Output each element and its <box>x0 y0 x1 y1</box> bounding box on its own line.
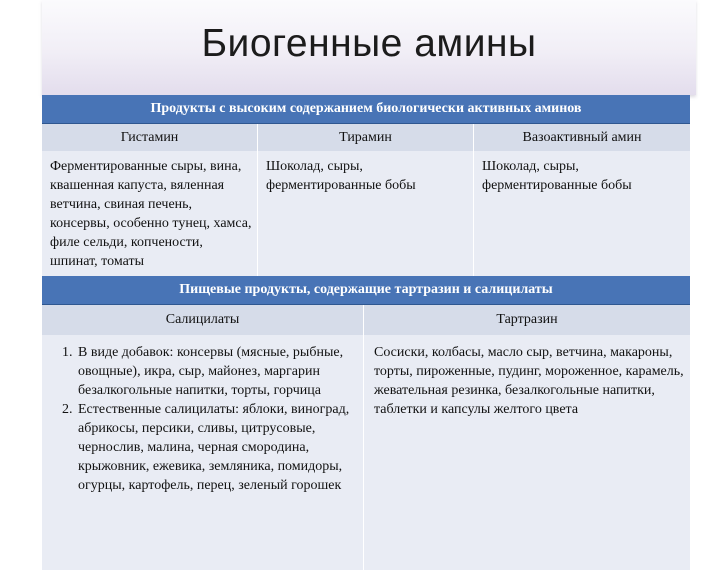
column-vasoactive-amine: Вазоактивный амин <box>522 130 642 145</box>
column-histamine: Гистамин <box>42 124 258 151</box>
tartrazine-table-columns <box>42 305 690 335</box>
column-salicylates: Салицилаты <box>42 305 364 335</box>
amines-table-row <box>42 151 690 277</box>
column-tartrazine: Тартразин <box>496 312 558 327</box>
cell-tyramine-foods: Шоколад, сыры, ферментированные бобы <box>258 151 474 277</box>
list-item: 1. В виде добавок: консервы (мясные, рыбные, овощные), икра, сыр, майонез, маргарин безалкогольные напитки, торты, горчица <box>76 343 359 400</box>
cell-tartrazine: Сосиски, колбасы, масло сыр, ветчина, макароны, торты, пироженные, пудинг, мороженное, карамель, жевательная резинка, безалкогольные напитки, таблетки и капсулы желтого цвета <box>374 345 684 417</box>
amines-table <box>42 95 690 277</box>
tartrazine-table-header: Пищевые продукты, содержащие тартразин и салицилаты <box>42 276 690 305</box>
cell-salicylates <box>42 335 364 570</box>
tartrazine-salicylates-table <box>42 276 690 570</box>
list-item: 2. Естественные салицилаты: яблоки, виноград, абрикосы, персики, сливы, цитрусовые, чернослив, малина, черная смородина, крыжовник, ежевика, земляника, помидоры, огурцы, картофель, перец, зеленый горошек <box>76 400 359 495</box>
column-tyramine: Тирамин <box>258 124 474 151</box>
salicylates-list <box>50 343 359 495</box>
tartrazine-table-row <box>42 335 690 570</box>
cell-vasoactive-foods: Шоколад, сыры, ферментированные бобы <box>482 159 632 193</box>
amines-table-header: Продукты с высоким содержанием биологически активных аминов <box>42 95 690 124</box>
slide-title: Биогенные амины <box>201 22 537 65</box>
amines-table-columns <box>42 124 690 151</box>
cell-histamine-foods: Ферментированные сыры, вина, квашенная капуста, вяленная ветчина, свиная печень, консервы, особенно тунец, хамса, филе сельди, копчености, шпинат, томаты <box>42 151 258 277</box>
